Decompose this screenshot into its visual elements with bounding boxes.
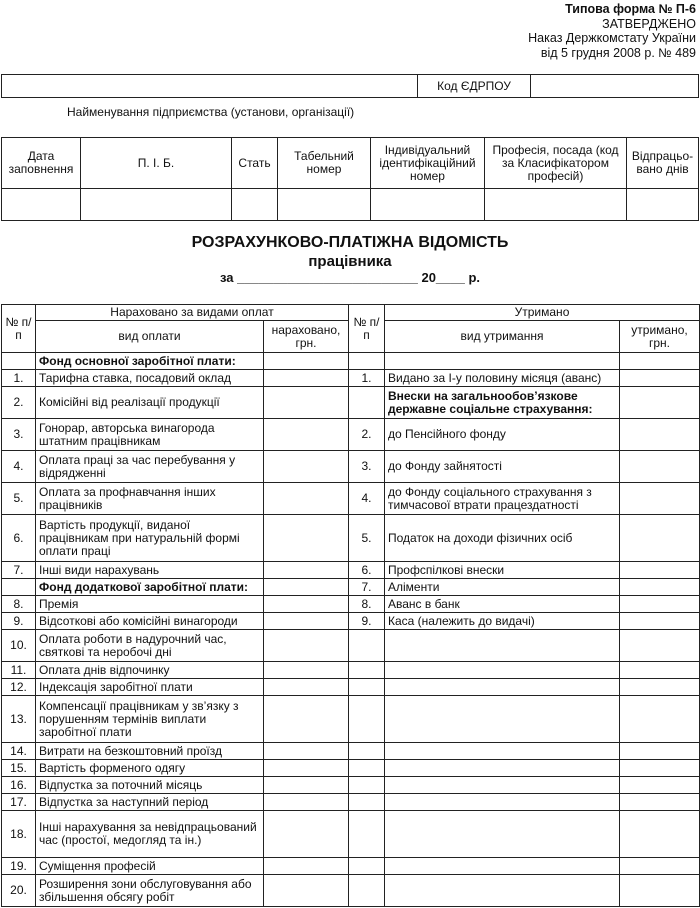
withholding-number [349, 794, 385, 811]
employee-input-cell[interactable] [2, 189, 81, 221]
withholding-number-header: № п/п [349, 305, 385, 353]
withheld-group-header: Утримано [385, 305, 700, 321]
accrued-amount-field[interactable] [264, 353, 349, 370]
accrued-amount-field[interactable] [264, 679, 349, 696]
accrual-number: 15. [2, 760, 36, 777]
document-subtitle: працівника [308, 253, 392, 270]
withheld-amount-field[interactable] [620, 696, 700, 743]
table-row [2, 630, 700, 662]
withhold-type: Профспілкові внески [385, 562, 620, 579]
employee-header-cell: Професія, посада (код за Класифікатором професій) [485, 138, 627, 189]
withheld-amount-field[interactable] [620, 613, 700, 630]
table-row [2, 794, 700, 811]
withhold-type [385, 743, 620, 760]
table-row [2, 419, 700, 451]
accrued-amount-field[interactable] [264, 515, 349, 562]
accrued-amount-field[interactable] [264, 794, 349, 811]
accrual-number: 9. [2, 613, 36, 630]
withholding-number: 8. [349, 596, 385, 613]
group-header-row [2, 305, 700, 321]
accrual-number [2, 353, 36, 370]
withheld-amount-field[interactable] [620, 794, 700, 811]
table-row [2, 811, 700, 858]
accrual-number: 7. [2, 562, 36, 579]
accrued-amount-field[interactable] [264, 743, 349, 760]
withholding-number: 1. [349, 370, 385, 387]
withheld-amount-field[interactable] [620, 858, 700, 875]
pay-type: Вартість форменого одягу [36, 760, 264, 777]
accrual-number-header: № п/п [2, 305, 36, 353]
pay-type: Розширення зони обслуговування або збільшення обсягу робіт [36, 875, 264, 907]
table-row [2, 696, 700, 743]
withhold-type: Аванс в банк [385, 596, 620, 613]
employee-input-cell[interactable] [485, 189, 627, 221]
withhold-type: до Фонду соціального страхування з тимчасової втрати працездатності [385, 483, 620, 515]
table-row [2, 777, 700, 794]
accrued-amount-field[interactable] [264, 630, 349, 662]
pay-type: Оплата днів відпочинку [36, 662, 264, 679]
approval-date: від 5 грудня 2008 р. № 489 [540, 45, 696, 60]
withhold-type: Каса (належить до видачі) [385, 613, 620, 630]
employee-input-cell[interactable] [81, 189, 232, 221]
withheld-amount-field[interactable] [620, 353, 700, 370]
accrual-number [2, 579, 36, 596]
approved-label: ЗАТВЕРДЖЕНО [602, 16, 696, 31]
pay-type: Премія [36, 596, 264, 613]
withholding-number: 4. [349, 483, 385, 515]
accrual-number: 3. [2, 419, 36, 451]
withholding-number [349, 760, 385, 777]
enterprise-code-bar [1, 74, 699, 98]
withheld-amount-field[interactable] [620, 777, 700, 794]
withhold-type [385, 777, 620, 794]
withheld-amount-field[interactable] [620, 811, 700, 858]
withholding-number [349, 858, 385, 875]
pay-type: Оплата за профнавчання інших працівників [36, 483, 264, 515]
withheld-amount-field[interactable] [620, 662, 700, 679]
accrual-number: 14. [2, 743, 36, 760]
pay-type: Фонд додаткової заробітної плати: [36, 579, 264, 596]
accrued-amount-field[interactable] [264, 777, 349, 794]
employee-header-cell: Стать [232, 138, 278, 189]
accrued-amount-field[interactable] [264, 875, 349, 907]
withheld-amount-field[interactable] [620, 451, 700, 483]
accrual-number: 19. [2, 858, 36, 875]
withholding-number: 6. [349, 562, 385, 579]
withheld-amount-field[interactable] [620, 483, 700, 515]
accrued-amount-field[interactable] [264, 858, 349, 875]
employee-input-cell[interactable] [627, 189, 699, 221]
employee-table [1, 137, 699, 221]
withheld-amount-field[interactable] [620, 562, 700, 579]
accrual-number: 2. [2, 387, 36, 419]
withhold-type: Видано за І-у половину місяця (аванс) [385, 370, 620, 387]
edrpou-label: Код ЄДРПОУ [418, 75, 531, 98]
withhold-type: до Фонду зайнятості [385, 451, 620, 483]
pay-type: Відсоткові або комісійні винагороди [36, 613, 264, 630]
accrued-group-header: Нараховано за видами оплат [36, 305, 349, 321]
approval-order: Наказ Держкомстату України [528, 31, 696, 45]
employee-header-cell: Табельний номер [278, 138, 371, 189]
pay-type: Тарифна ставка, посадовий оклад [36, 370, 264, 387]
enterprise-name-field[interactable] [2, 75, 418, 98]
table-row [2, 387, 700, 419]
period-line: за _________________________ 20____ р. [219, 270, 481, 285]
accrued-amount-header: нараховано, грн. [264, 321, 349, 353]
accrual-number: 11. [2, 662, 36, 679]
pay-type: Суміщення професій [36, 858, 264, 875]
employee-header-cell: Відпрацьо-вано днів [627, 138, 699, 189]
withheld-amount-field[interactable] [620, 515, 700, 562]
withheld-amount-field[interactable] [620, 596, 700, 613]
accrual-number: 5. [2, 483, 36, 515]
employee-header-cell: Дата заповнення [2, 138, 81, 189]
withheld-amount-field[interactable] [620, 579, 700, 596]
pay-type: Інші види нарахувань [36, 562, 264, 579]
withhold-type [385, 794, 620, 811]
withheld-amount-field[interactable] [620, 630, 700, 662]
withheld-amount-field[interactable] [620, 679, 700, 696]
table-row [2, 579, 700, 596]
accrued-amount-field[interactable] [264, 613, 349, 630]
accrued-amount-field[interactable] [264, 811, 349, 858]
accrued-amount-field[interactable] [264, 696, 349, 743]
accrued-amount-field[interactable] [264, 596, 349, 613]
withhold-type [385, 353, 620, 370]
withhold-type-header: вид утримання [385, 321, 620, 353]
pay-type: Компенсації працівникам у зв’язку з порушенням термінів виплати заробітної плати [36, 696, 264, 743]
table-row [2, 515, 700, 562]
accrued-amount-field[interactable] [264, 451, 349, 483]
accrual-number: 4. [2, 451, 36, 483]
employee-header-cell: П. І. Б. [81, 138, 232, 189]
accrual-number: 6. [2, 515, 36, 562]
accrual-number: 18. [2, 811, 36, 858]
pay-type: Вартість продукції, виданої працівникам при натуральній формі оплати праці [36, 515, 264, 562]
table-row [2, 353, 700, 370]
withholding-number: 2. [349, 419, 385, 451]
accrual-number: 13. [2, 696, 36, 743]
employee-header-cell: Індивідуальний ідентифікаційний номер [371, 138, 485, 189]
table-row [2, 858, 700, 875]
employee-input-cell[interactable] [278, 189, 371, 221]
withheld-amount-field[interactable] [620, 743, 700, 760]
accrued-amount-field[interactable] [264, 562, 349, 579]
withholding-number [349, 811, 385, 858]
withheld-amount-header: утримано, грн. [620, 321, 700, 353]
accrual-number: 20. [2, 875, 36, 907]
table-row [2, 760, 700, 777]
table-row [2, 679, 700, 696]
document-title: РОЗРАХУНКОВО-ПЛАТІЖНА ВІДОМІСТЬ [191, 234, 509, 251]
table-row [2, 562, 700, 579]
form-header [528, 2, 696, 60]
withholding-number [349, 630, 385, 662]
withhold-type: Аліменти [385, 579, 620, 596]
withholding-number [349, 743, 385, 760]
pay-type: Відпустка за поточний місяць [36, 777, 264, 794]
payroll-table [1, 304, 700, 907]
enterprise-name-label: Найменування підприємства (установи, організації) [67, 105, 355, 119]
accrued-amount-field[interactable] [264, 662, 349, 679]
pay-type-header: вид оплати [36, 321, 264, 353]
accrual-number: 10. [2, 630, 36, 662]
table-row [2, 451, 700, 483]
edrpou-field[interactable] [531, 75, 699, 98]
pay-type: Оплата роботи в надурочний час, святкові та неробочі дні [36, 630, 264, 662]
accrued-amount-field[interactable] [264, 370, 349, 387]
table-row [2, 370, 700, 387]
accrued-amount-field[interactable] [264, 579, 349, 596]
table-row [2, 483, 700, 515]
employee-input-cell[interactable] [232, 189, 278, 221]
accrued-amount-field[interactable] [264, 419, 349, 451]
withhold-type: Податок на доходи фізичних осіб [385, 515, 620, 562]
accrual-number: 1. [2, 370, 36, 387]
pay-type: Фонд основної заробітної плати: [36, 353, 264, 370]
pay-type: Індексація заробітної плати [36, 679, 264, 696]
withhold-type: Внески на загальнообов’язкове державне соціальне страхування: [385, 387, 620, 419]
table-row [2, 875, 700, 907]
table-row [2, 596, 700, 613]
pay-type: Відпустка за наступний період [36, 794, 264, 811]
accrual-number: 12. [2, 679, 36, 696]
accrued-amount-field[interactable] [264, 483, 349, 515]
table-row [2, 613, 700, 630]
employee-header-row [2, 138, 699, 189]
withhold-type [385, 630, 620, 662]
pay-type: Гонорар, авторська винагорода штатним працівникам [36, 419, 264, 451]
employee-input-row [2, 189, 699, 221]
pay-type: Витрати на безкоштовний проїзд [36, 743, 264, 760]
withholding-number: 9. [349, 613, 385, 630]
table-row [2, 662, 700, 679]
withholding-number [349, 662, 385, 679]
withheld-amount-field[interactable] [620, 387, 700, 419]
withhold-type: до Пенсійного фонду [385, 419, 620, 451]
withholding-number [349, 387, 385, 419]
accrual-number: 17. [2, 794, 36, 811]
employee-input-cell[interactable] [371, 189, 485, 221]
withhold-type [385, 662, 620, 679]
withhold-type [385, 679, 620, 696]
pay-type: Інші нарахування за невідпрацьований час (простої, медогляд та ін.) [36, 811, 264, 858]
table-row [2, 743, 700, 760]
form-number: Типова форма № П-6 [565, 2, 696, 16]
accrued-amount-field[interactable] [264, 760, 349, 777]
accrual-number: 8. [2, 596, 36, 613]
withholding-number [349, 696, 385, 743]
withholding-number [349, 679, 385, 696]
withholding-number [349, 353, 385, 370]
withheld-amount-field[interactable] [620, 419, 700, 451]
withholding-number: 5. [349, 515, 385, 562]
withholding-number: 3. [349, 451, 385, 483]
accrual-number: 16. [2, 777, 36, 794]
withhold-type [385, 811, 620, 858]
withholding-number [349, 777, 385, 794]
withheld-amount-field[interactable] [620, 370, 700, 387]
pay-type: Комісійні від реалізації продукції [36, 387, 264, 419]
withhold-type [385, 760, 620, 777]
withhold-type [385, 858, 620, 875]
withheld-amount-field[interactable] [620, 760, 700, 777]
pay-type: Оплата праці за час перебування у відрядженні [36, 451, 264, 483]
withhold-type [385, 875, 620, 907]
withhold-type [385, 696, 620, 743]
withheld-amount-field[interactable] [620, 875, 700, 907]
withholding-number: 7. [349, 579, 385, 596]
accrued-amount-field[interactable] [264, 387, 349, 419]
withholding-number [349, 875, 385, 907]
